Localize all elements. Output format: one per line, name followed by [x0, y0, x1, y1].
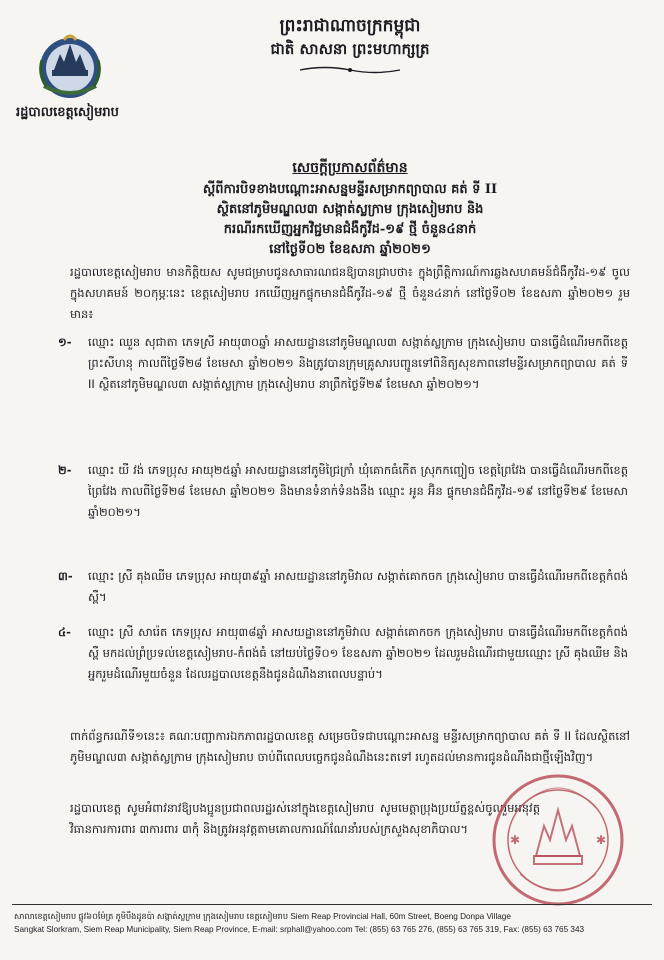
- subject-line-1: ស្តីពីការបិទខាងបណ្តោះអាសន្នមន្ទីរសម្រាកព្យាបាល គត់ ទី II: [202, 182, 498, 197]
- national-motto: ជាតិ សាសនា ព្រះមហាក្សត្រ: [270, 40, 430, 58]
- item-number: ១-: [58, 335, 72, 349]
- list-item: [58, 460, 628, 523]
- kingdom-header: [190, 14, 510, 79]
- intro-paragraph: រដ្ឋបាលខេត្តសៀមរាប មានកិត្តិយស សូមជម្រាបជូនសាធារណជនឱ្យបានជ្រាបថា៖ ក្នុងព្រឹត្តិការណ៍ការឆ្លងសហគមន៍ជំងឺកូវីដ-១៩ ចូលក្នុងសហគមន៍ ២០កុម្ភៈនេះ ខេត្តសៀមរាប រកឃើញអ្នកផ្ទុកមានជំងឺកូវីដ-១៩ ថ្មី ចំនួន៤នាក់ នៅថ្ងៃទី០២ ខែឧសភា ឆ្នាំ២០២១ រួមមាន៖: [70, 265, 630, 321]
- ornament-divider-icon: [295, 65, 405, 75]
- list-item: [58, 566, 628, 608]
- item-number: ៤-: [58, 625, 71, 639]
- document-title: សេចក្តីប្រកាសព័ត៌មាន: [292, 160, 408, 176]
- closure-paragraph: ពាក់ព័ន្ធករណីទី១នេះ៖ គណៈបញ្ជាការឯកភាពរដ្ឋបាលខេត្ត សម្រេចបិទជាបណ្តោះអាសន្ន មន្ទីរសម្រាកព្យាបាល គត់ ទី II ដែលស្ថិតនៅភូមិមណ្ឌល៣ សង្កាត់ស្លក្រាម ក្រុងសៀមរាប ចាប់ពីពេលបច្ចេកជូនដំណឹងនេះតទៅ រហូតដល់មានការជូនដំណឹងជាថ្មីឡើងវិញ។: [70, 729, 630, 764]
- provincial-emblem-icon: [34, 30, 106, 102]
- item-text: ឈ្មោះ យី វង់ ភេទប្រុស អាយុ២៥ឆ្នាំ អាសយដ្ឋាននៅភូមិជ្រៃក្រាំ ឃុំគោកធំកើត ស្រុកកញ្ចៀច ខេត្តព្រៃវែង បានធ្វើដំណើរមកពីខេត្តព្រៃវែង កាលពីថ្ងៃទី២៨ ខែមេសា ឆ្នាំ២០២១ និងមានទំនាក់ទំនងនឹង ឈ្មោះ អូន អ៊ិន ផ្ទុកមានជំងឺកូវីដ-១៩ នៅថ្ងៃទី២៩ ខែមេសា ឆ្នាំ២០២១។: [88, 463, 628, 519]
- svg-text:✱: ✱: [510, 833, 521, 847]
- official-seal-icon: [488, 770, 628, 910]
- item-text: ឈ្មោះ ស្រី សារ៉េត ភេទប្រុស អាយុ៣៨ឆ្នាំ អាសយដ្ឋាននៅភូមិវាល សង្កាត់គោកចក ក្រុងសៀមរាប បានធ្វើដំណើរមកពីខេត្តកំពង់ស្ពឺ មកដល់ព្រំប្រទល់ខេត្តសៀមរាប-កំពង់ធំ នៅយប់ថ្ងៃទី០១ ខែឧសភា ឆ្នាំ២០២១ ដែលរួមដំណើរជាមួយឈ្មោះ ស្រី គុងឈីម និងអ្នករួមដំណើរមួយចំនួន ដែលរដ្ឋបាលខេត្តនឹងជូនដំណឹងនាពេលបន្ទាប់។: [88, 625, 628, 681]
- item-text: ឈ្មោះ ស្រី គុងឈីម ភេទប្រុស អាយុ៣៩ឆ្នាំ អាសយដ្ឋាននៅភូមិវាល សង្កាត់គោកចក ក្រុងសៀមរាប បានធ្វើដំណើរមកពីខេត្តកំពង់ស្ពឺ។: [88, 569, 628, 604]
- date-line: នៅថ្ងៃទី០២ ខែឧសភា ឆ្នាំ២០២១: [269, 242, 431, 257]
- list-item: [58, 332, 628, 395]
- list-item: [58, 622, 628, 685]
- footer-address-line: សាលាខេត្តសៀមរាប ផ្លូវ៦០ម៉ែត្រ ភូមិបឹងដូនប៉ា សង្កាត់ស្លក្រាម ក្រុងសៀមរាប ខេត្តសៀមរាប Siem Reap Provincial Hall, 60m Street, Boeng Donpa Village: [14, 912, 511, 921]
- title-block: [180, 158, 520, 260]
- subject-line-2: ស្ថិតនៅភូមិមណ្ឌល៣ សង្កាត់ស្លក្រាម ក្រុងសៀមរាប និង: [216, 202, 484, 217]
- kingdom-title: ព្រះរាជាណាចក្រកម្ពុជា: [279, 16, 421, 36]
- svg-text:✱: ✱: [596, 833, 607, 847]
- footer: [14, 910, 654, 936]
- issuer-name: រដ្ឋបាលខេត្តសៀមរាប: [16, 105, 119, 120]
- closing-paragraph: រដ្ឋបាលខេត្ត សូមអំពាវនាវឱ្យបងប្អូនប្រជាពលរដ្ឋរស់នៅក្នុងខេត្តសៀមរាប សូមមេត្តាប្រុងប្រយ័ត្នខ្ពស់ចូលរួមអនុវត្តវិធានការការពារ ៣ការពារ ៣កុំ និងត្រូវអនុវត្តតាមគោលការណ៍ណែនាំរបស់ក្រសួងសុខាភិបាល។: [70, 801, 540, 836]
- footer-divider: [12, 904, 652, 905]
- subject-line-3: ករណីរកឃើញអ្នកវិជ្ជមានជំងឺកូវីដ-១៩ ថ្មី ចំនួន៤នាក់: [223, 222, 477, 237]
- item-number: ២-: [58, 463, 72, 477]
- footer-contact-line: Sangkat Slorkram, Siem Reap Municipality, Siem Reap Province, E-mail: srphall@yahoo.com Tel: (855) 63 765 276, (855) 63 765 319, Fax: (855) 63 765 343: [14, 925, 585, 934]
- item-text: ឈ្មោះ ឈួន សុជាតា ភេទស្រី អាយុ៣០ឆ្នាំ អាសយដ្ឋាននៅភូមិមណ្ឌល៣ សង្កាត់ស្លក្រាម ក្រុងសៀមរាប បានធ្វើដំណើរមកពីខេត្តព្រះសីហនុ កាលពីថ្ងៃទី២៨ ខែមេសា ឆ្នាំ២០២១ និងត្រូវបានក្រុមគ្រូសារបញ្ជូនទៅពិនិត្យសុខភាពនៅមន្ទីរសម្រាកព្យាបាល គត់ ទី II ស្ថិតនៅភូមិមណ្ឌល៣ សង្កាត់ស្លក្រាម ក្រុងសៀមរាប នាព្រឹកថ្ងៃទី២៩ ខែមេសា ឆ្នាំ២០២១។: [88, 335, 628, 391]
- item-number: ៣-: [58, 569, 73, 583]
